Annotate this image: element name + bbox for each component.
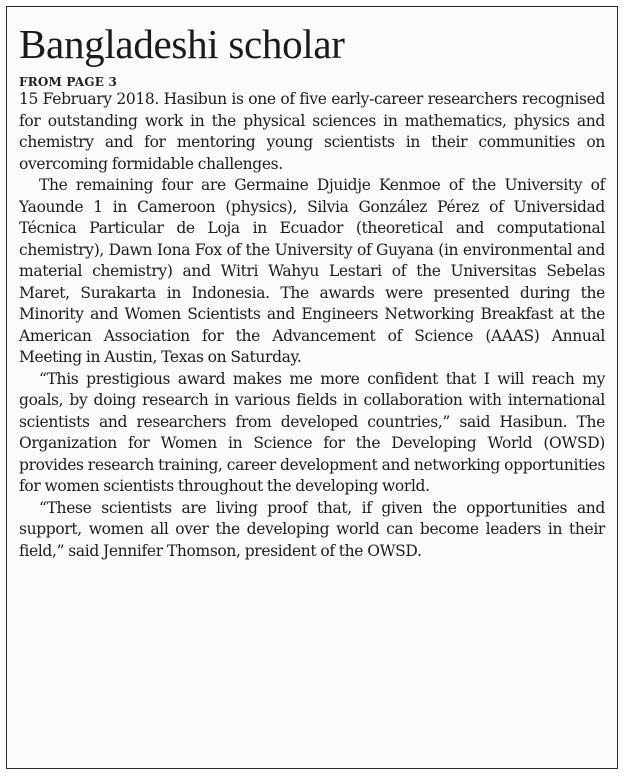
paragraph-4: “These scientists are living proof that, if given the opportunities and support, women all over the developing world can become leaders in their field,” said Jennifer Thomson, president of the OWSD.: [19, 498, 605, 560]
paragraph-2: The remaining four are Germaine Djuidje Kenmoe of the University of Yaounde 1 in Cameroon (physics), Silvia González Pérez of Universidad Técnica Particular de Loja in Ecuador (theoretical and computational chemistry), Dawn Iona Fox of the University of Guyana (in environmental and material chemistry) and Witri Wahyu Lestari of the Universitas Sebelas Maret, Surakarta in Indonesia. The awards were presented during the Minority and Women Scientists and Engineers Networking Breakfast at the American Association for the Advancement of Science (AAAS) Annual Meeting in Austin, Texas on Saturday.: [19, 176, 605, 366]
paragraph-1: 15 February 2018. Hasibun is one of five early-career researchers recognised for outstanding work in the physical sciences in mathematics, physics and chemistry and for mentoring young scientists in their communities on overcoming formidable challenges.: [19, 90, 605, 173]
headline: Bangladeshi scholar: [19, 21, 345, 67]
continued-from-label: FROM PAGE 3: [19, 75, 117, 89]
newspaper-clipping: [6, 6, 618, 769]
paragraph-3: “This prestigious award makes me more confident that I will reach my goals, by doing research in various fields in collaboration with international scientists and researchers from developed countries,” said Hasibun. The Organization for Women in Science for the Developing World (OWSD) provides research training, career development and networking opportunities for women scientists throughout the developing world.: [19, 369, 605, 495]
